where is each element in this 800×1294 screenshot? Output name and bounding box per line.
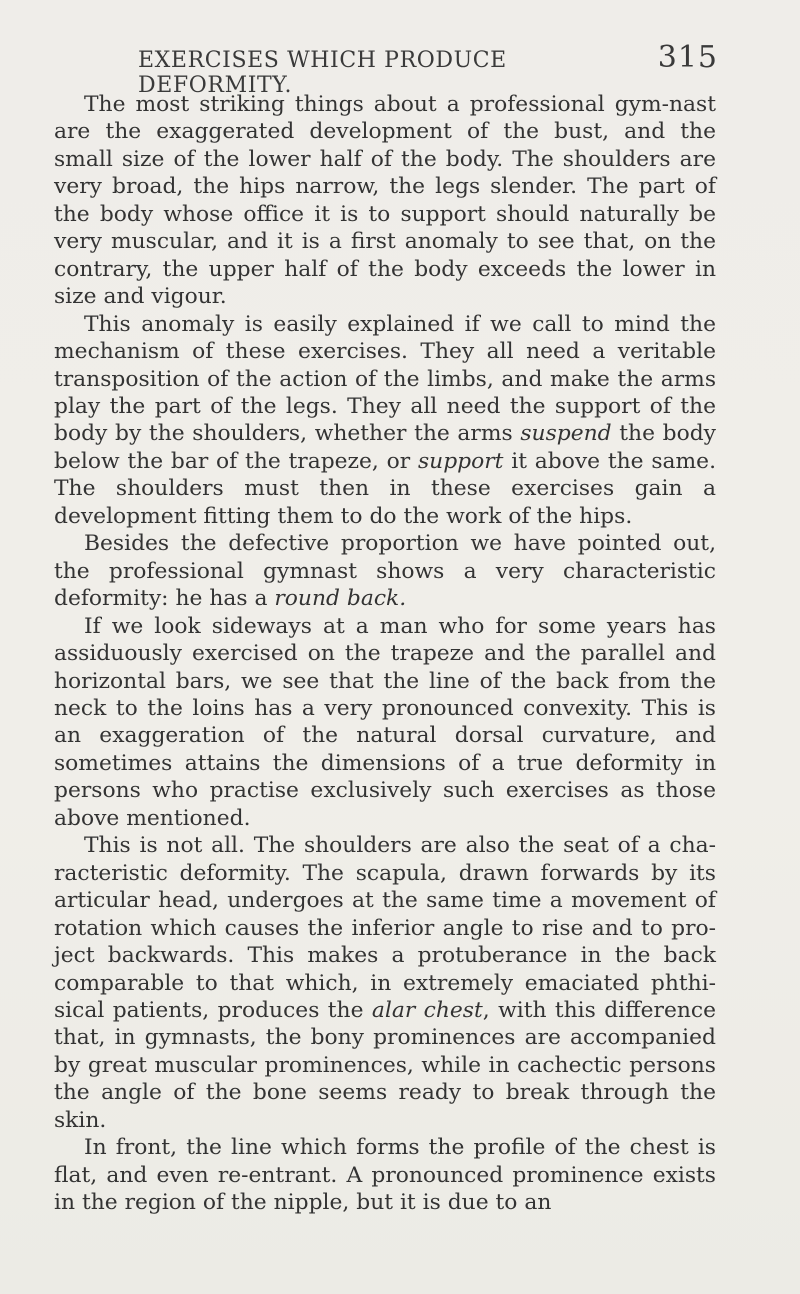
paragraph bbox=[54, 311, 716, 531]
running-head: EXERCISES WHICH PRODUCE DEFORMITY. bbox=[138, 48, 507, 98]
text-run: the body below the bar of the trapeze, or bbox=[54, 421, 716, 474]
text-run: If we look sideways at a man who for some years has assiduously exercised on the trapeze and the parallel and horizontal bars, we see that the line of the back from the neck to the loins has a very pronounced convexity. This is an exaggeration of the natural dorsal curvature, and sometimes attains the dimensions of a true deformity in persons who practise exclusively such exercises as those above mentioned. bbox=[54, 613, 716, 831]
italic-term-alar-chest: alar chest bbox=[371, 997, 483, 1023]
italic-term-suspend: suspend bbox=[520, 421, 612, 447]
page-header bbox=[118, 40, 718, 98]
page-number: 315 bbox=[657, 40, 718, 75]
italic-term-support: support bbox=[418, 448, 504, 474]
paragraph bbox=[54, 1134, 716, 1216]
text-run: In front, the line which forms the profile of the chest is flat, and even re-entrant. A pronounced prominence exists in the region of the nipple, but it is due to an bbox=[54, 1135, 716, 1216]
paragraph bbox=[54, 613, 716, 833]
text-run: The most striking things about a professional gym-nast are the exaggerated development of the bust, and the small size of the lower half of the body. The shoulders are very broad, the hips narrow, the legs slender. The part of the body whose office it is to support should naturally be very muscular, and it is a first anomaly to see that, on the contrary, the upper half of the body exceeds the lower in size and vigour. bbox=[54, 92, 716, 310]
text-run: This is not all. The shoulders are also the seat of a cha-racteristic deformity. The scapula, drawn forwards by its articular head, undergoes at the same time a movement of rotation which causes the inferior angle to rise and to pro-ject backwards. This makes a protuberance in the back comparable to that which, in extremely emaciated phthi-sical patients, produces the bbox=[54, 833, 716, 1023]
paragraph bbox=[54, 530, 716, 612]
paragraph bbox=[54, 832, 716, 1134]
paragraph bbox=[54, 91, 716, 311]
text-run: , with this difference that, in gymnasts, the bony prominences are accompanied by great muscular prominences, while in cachectic persons the angle of the bone seems ready to break through the skin. bbox=[54, 997, 717, 1133]
body-text bbox=[54, 91, 716, 1217]
text-run: Besides the defective proportion we have pointed out, the professional gymnast shows a very characteristic deformity: he has a bbox=[54, 531, 716, 612]
italic-term-round-back: round back. bbox=[274, 586, 407, 612]
text-run: This anomaly is easily explained if we call to mind the mechanism of these exercises. They all need a veritable transposition of the action of the limbs, and make the arms play the part of the legs. They all need the support of the body by the shoulders, whether the arms bbox=[54, 311, 716, 447]
text-run: it above the same. The shoulders must then in these exercises gain a development fitting them to do the work of the hips. bbox=[54, 448, 717, 529]
